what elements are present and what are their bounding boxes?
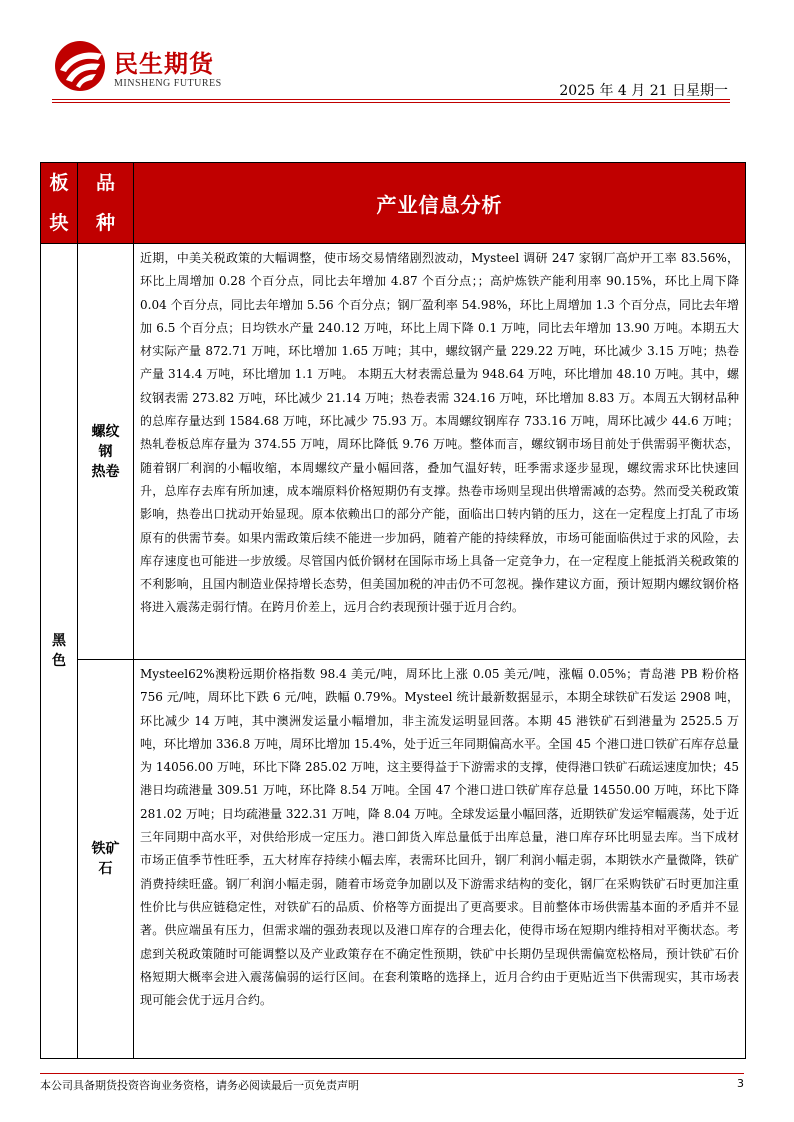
product-line: 铁矿 <box>91 841 120 857</box>
product-line: 钢 <box>98 443 113 460</box>
minsheng-logo-icon <box>52 40 108 92</box>
sector-char-2: 色 <box>52 653 66 669</box>
table-header-row <box>41 163 746 244</box>
header-sector-char-1: 板 <box>49 172 69 194</box>
product-cell-rebar <box>78 244 134 660</box>
sector-cell <box>41 244 78 1059</box>
product-line: 热卷 <box>91 463 120 480</box>
analysis-text-rebar: 近期，中美关税政策的大幅调整，使市场交易情绪剧烈波动，Mysteel 调研 247 家钢厂高炉开工率 83.56%，环比上周增加 0.28 个百分点，同比去年增加 4.87 个百分点；；高炉炼铁产能利用率 90.15%，环比上周下降 0.04 个百分点，同比去年增加 5.56 个百分点；钢厂盈利率 54.98%，环比上周增加 1.3 个百分点，同比去年增加 6.5 个百分点；日均铁水产量 240.12 万吨，环比上周下降 0.1 万吨，同比去年增加 13.90 万吨。本期五大材实际产量 872.71 万吨，环比增加 1.65 万吨；其中，螺纹钢产量 229.22 万吨，环比减少 3.15 万吨；热卷产量 314.4 万吨，环比增加 1.1 万吨。 本期五大材表需总量为 948.64 万吨，环比增加 48.10 万吨。其中，螺纹钢表需 273.82 万吨，环比减少 21.14 万吨；热卷表需 324.16 万吨，环比增加 8.83 万。本周五大钢材品种的总库存量达到 1584.68 万吨，环比减少 75.93 万。本周螺纹钢库存 733.16 万吨，周环比减少 44.6 万吨；热轧卷板总库存量为 374.55 万吨，周环比降低 9.76 万吨。整体而言，螺纹钢市场目前处于供需弱平衡状态， 随着钢厂利润的小幅收缩，本周螺纹产量小幅回落，叠加气温好转，旺季需求逐步显现，螺纹需求环比快速回升，总库存去库有所加速，成本端原料价格短期仍有支撑。热卷市场则呈现出供增需减的态势。然而受关税政策影响，热卷出口扰动开始显现。原本依赖出口的部分产能，面临出口转内销的压力，这在一定程度上打乱了市场原有的供需节奏。如果内需政策后续不能进一步加码，随着产能的持续释放，市场可能面临供过于求的风险，去库存速度也可能进一步放缓。尽管国内低价钢材在国际市场上具备一定竞争力，在一定程度上能抵消关税政策的不利影响，且国内制造业保持增长态势，但美国加税的冲击仍不可忽视。操作建议方面，预计短期内螺纹钢价格将进入震荡走弱行情。在跨月价差上，远月合约表现预计强于近月合约。 <box>134 244 746 660</box>
brand-name-en: MINSHENG FUTURES <box>114 78 222 89</box>
header-analysis: 产业信息分析 <box>134 163 746 244</box>
company-logo <box>52 40 232 92</box>
sector-char-1: 黑 <box>52 633 66 649</box>
industry-analysis-table <box>40 162 746 1059</box>
header-product-char-2: 种 <box>95 212 115 234</box>
header-sector <box>41 163 78 244</box>
header-product <box>78 163 134 244</box>
report-date: 2025 年 4 月 21 日星期一 <box>559 83 728 99</box>
footer-divider <box>40 1073 744 1074</box>
table-row <box>41 244 746 660</box>
product-cell-iron-ore <box>78 660 134 1059</box>
page-number: 3 <box>737 1077 744 1090</box>
analysis-text-iron-ore: Mysteel62%澳粉远期价格指数 98.4 美元/吨，周环比上涨 0.05 美元/吨，涨幅 0.05%；青岛港 PB 粉价格 756 元/吨，周环比下跌 6 元/吨，跌幅 0.79%。Mysteel 统计最新数据显示，本期全球铁矿石发运 2908 吨，环比减少 14 万吨，其中澳洲发运量小幅增加，非主流发运明显回落。本期 45 港铁矿石到港量为 2525.5 万吨，环比增加 336.8 万吨，周环比增加 15.4%，处于近三年同期偏高水平。全国 45 个港口进口铁矿石库存总量为 14056.00 万吨，环比下降 285.02 万吨，这主要得益于下游需求的支撑，使得港口铁矿石疏运速度加快；45 港日均疏港量 309.51 万吨，环比降 8.54 万吨。全国 47 个港口进口铁矿库存总量 14550.00 万吨，环比下降 281.02 万吨；日均疏港量 322.31 万吨，降 8.04 万吨。全球发运量小幅回落，近期铁矿发运窄幅震荡，处于近三年同期中高水平，对供给形成一定压力。港口卸货入库总量低于出库总量，港口库存环比明显去库。当下成材市场正值季节性旺季，五大材库存持续小幅去库，表需环比回升，钢厂利润小幅走弱，本期铁水产量微降，铁矿消费持续旺盛。钢厂利润小幅走弱，随着市场竞争加剧以及下游需求结构的变化，钢厂在采购铁矿石时更加注重性价比与供应链稳定性，对铁矿石的品质、价格等方面提出了更高要求。目前整体市场供需基本面的矛盾并不显著。供应端虽有压力，但需求端的强劲表现以及港口库存的合理去化，使得市场在短期内维持相对平衡状态。考虑到关税政策随时可能调整以及产业政策存在不确定性预期，铁矿中长期仍呈现供需偏宽松格局，预计铁矿石价格短期大概率会进入震荡偏弱的运行区间。在套利策略的选择上，近月合约由于更贴近当下供需现实，其市场表现可能会优于远月合约。 <box>134 660 746 1059</box>
header-divider-thin <box>52 102 730 103</box>
header-sector-char-2: 块 <box>49 212 69 234</box>
product-line: 石 <box>98 861 113 877</box>
product-line: 螺纹 <box>91 423 120 440</box>
footer-disclaimer: 本公司具备期货投资咨询业务资格，请务必阅读最后一页免责声明 <box>40 1079 359 1092</box>
header-product-char-1: 品 <box>95 172 115 194</box>
table-row <box>41 660 746 1059</box>
brand-name-cn: 民生期货 <box>114 50 214 78</box>
header-divider <box>52 99 730 100</box>
